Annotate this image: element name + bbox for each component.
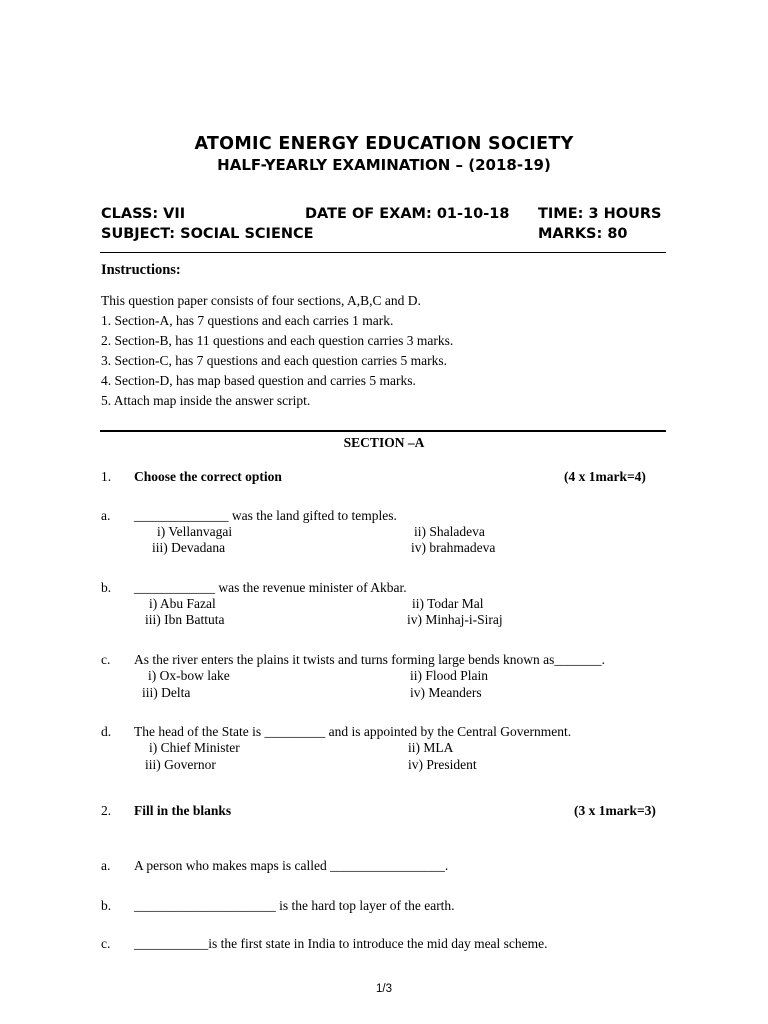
- class-label: CLASS: VII: [101, 206, 186, 222]
- item-label: b.: [101, 580, 112, 595]
- item-stem: As the river enters the plains it twists and turns forming large bends known as_______.: [134, 652, 606, 667]
- question-number: 2.: [101, 803, 112, 818]
- item-label: a.: [101, 858, 111, 873]
- item-stem: A person who makes maps is called _________________.: [134, 858, 449, 873]
- instruction-line: This question paper consists of four sections, A,B,C and D.: [101, 293, 421, 308]
- question-text: Fill in the blanks: [134, 803, 232, 818]
- exam-time: TIME: 3 HOURS: [538, 206, 662, 222]
- exam-society-title: ATOMIC ENERGY EDUCATION SOCIETY: [194, 134, 574, 154]
- option: ii) Todar Mal: [412, 596, 484, 611]
- option: iii) Governor: [145, 757, 216, 772]
- instruction-line: 5. Attach map inside the answer script.: [101, 393, 311, 408]
- item-label: d.: [101, 724, 112, 739]
- option: i) Ox-bow lake: [148, 668, 230, 683]
- option: iii) Devadana: [152, 540, 226, 555]
- item-stem: ______________ was the land gifted to temples.: [134, 508, 397, 523]
- header-divider: [100, 252, 666, 253]
- exam-date: DATE OF EXAM: 01-10-18: [305, 206, 510, 222]
- option: iv) Meanders: [410, 685, 482, 700]
- item-label: c.: [101, 652, 111, 667]
- option: iii) Ibn Battuta: [145, 612, 225, 627]
- option: i) Chief Minister: [149, 740, 240, 755]
- item-label: a.: [101, 508, 111, 523]
- page-number: 1/3: [376, 983, 392, 995]
- option: iii) Delta: [142, 685, 191, 700]
- option: ii) Flood Plain: [410, 668, 489, 683]
- item-stem: _____________________ is the hard top layer of the earth.: [134, 898, 455, 913]
- option: ii) Shaladeva: [414, 524, 485, 539]
- item-stem: ____________ was the revenue minister of Akbar.: [134, 580, 407, 595]
- item-label: b.: [101, 898, 112, 913]
- option: i) Vellanvagai: [157, 524, 233, 539]
- section-divider: [100, 430, 666, 432]
- instruction-line: 2. Section-B, has 11 questions and each question carries 3 marks.: [101, 333, 454, 348]
- item-stem: The head of the State is _________ and is appointed by the Central Government.: [134, 724, 572, 739]
- instruction-line: 3. Section-C, has 7 questions and each question carries 5 marks.: [101, 353, 448, 368]
- instruction-line: 1. Section-A, has 7 questions and each carries 1 mark.: [101, 313, 394, 328]
- question-marks: (4 x 1mark=4): [564, 469, 646, 484]
- instruction-line: 4. Section-D, has map based question and carries 5 marks.: [101, 373, 416, 388]
- option: ii) MLA: [408, 740, 454, 755]
- question-text: Choose the correct option: [134, 469, 282, 484]
- question-marks: (3 x 1mark=3): [574, 803, 656, 818]
- subject-label: SUBJECT: SOCIAL SCIENCE: [101, 226, 314, 242]
- section-a-title: SECTION –A: [343, 435, 425, 450]
- exam-title: HALF-YEARLY EXAMINATION – (2018-19): [217, 156, 551, 174]
- item-label: c.: [101, 936, 111, 951]
- option: iv) President: [408, 757, 477, 772]
- option: iv) Minhaj-i-Siraj: [407, 612, 503, 627]
- option: i) Abu Fazal: [149, 596, 216, 611]
- item-stem: ___________is the first state in India to introduce the mid day meal scheme.: [134, 936, 548, 951]
- option: iv) brahmadeva: [411, 540, 496, 555]
- question-number: 1.: [101, 469, 112, 484]
- marks-label: MARKS: 80: [538, 226, 628, 242]
- instructions-heading: Instructions:: [101, 262, 181, 278]
